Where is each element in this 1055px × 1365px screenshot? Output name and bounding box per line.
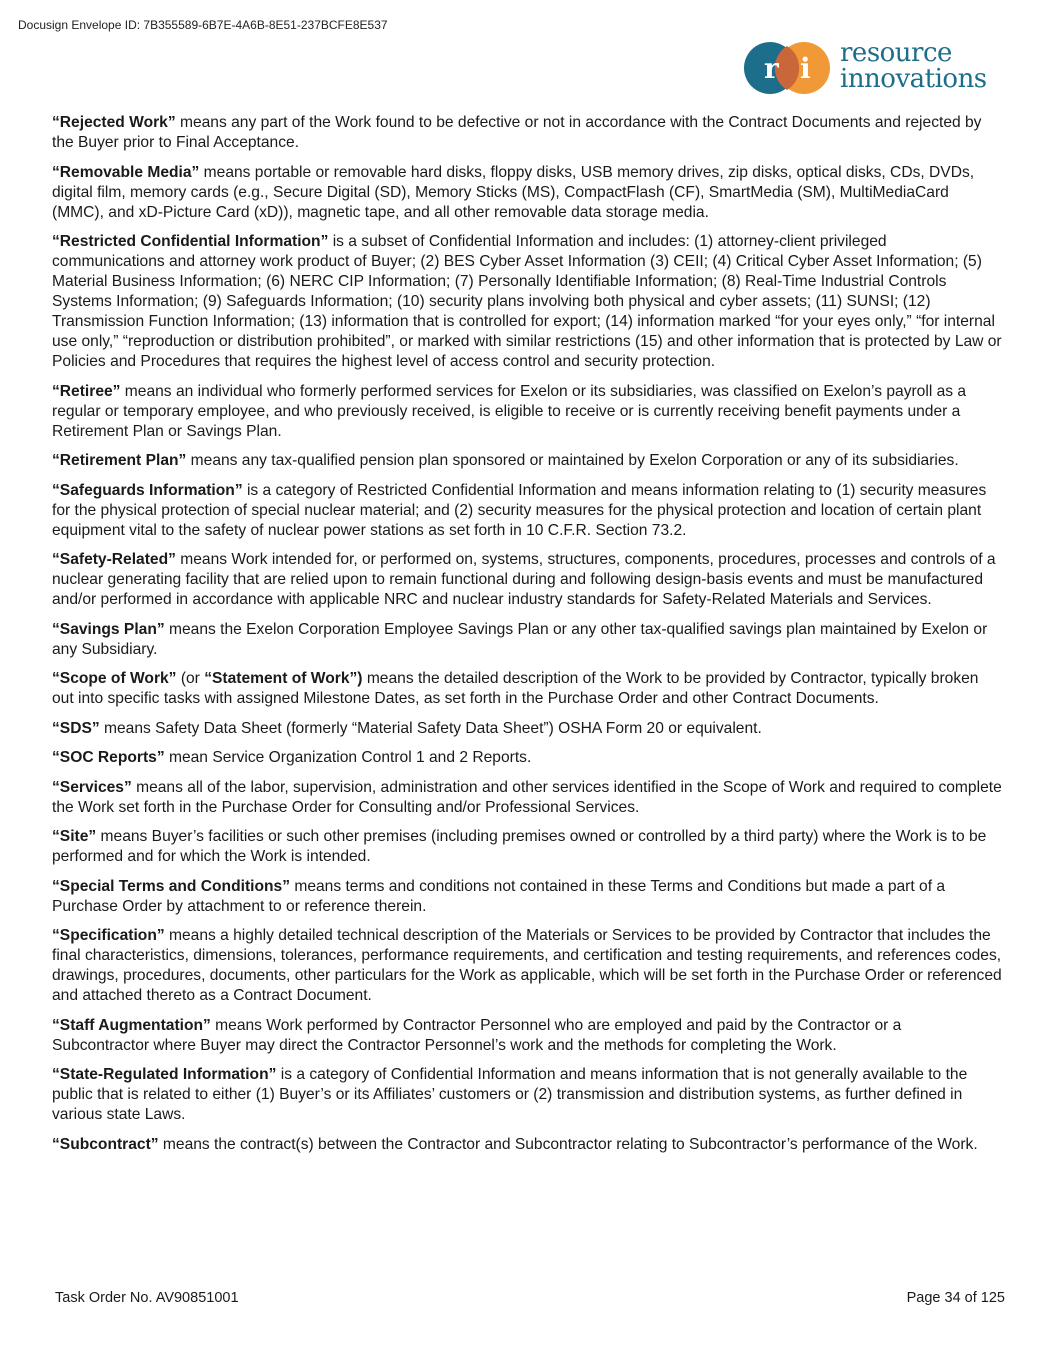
logo-mark-i: i: [800, 52, 811, 85]
definition-retirement-plan: “Retirement Plan” means any tax-qualified pension plan sponsored or maintained by Exelon Corporation or any of its subsidiaries.: [52, 452, 959, 469]
definition-specification: “Specification” means a highly detailed technical description of the Materials or Services to be provided by Contractor that includes the final characteristics, dimensions, tolerances, performance requirements, and certification and testing requirements, and references codes, drawings, procedures, documents, other particulars for the Work as applicable, which will be set forth in the Purchase Order or referenced and attached thereto as a Contract Document.: [52, 927, 1002, 1004]
definition-savings-plan: “Savings Plan” means the Exelon Corporation Employee Savings Plan or any other tax-qualified savings plan maintained by Exelon or any Subsidiary.: [52, 620, 988, 658]
page-number: Page 34 of 125: [906, 1290, 1005, 1306]
docusign-envelope-id: Docusign Envelope ID: 7B355589-6B7E-4A6B-8E51-237BCFE8E537: [18, 18, 388, 32]
definition-safety-related: “Safety-Related” means Work intended for, or performed on, systems, structures, components, procedures, processes and controls of a nuclear generating facility that are relied upon to remain functional during and following design-basis events and must be manufactured and/or performed in accordance with applicable NRC and nuclear industry standards for Safety-Related Materials and Services.: [52, 551, 996, 608]
logo-mark-r: r: [764, 52, 779, 85]
definition-restricted-confidential-information: “Restricted Confidential Information” is a subset of Confidential Information and includes: (1) attorney-client privileged communications and attorney work product of Buyer; (2) BES Cyber Asset Information (3) CEII; (4) Critical Cyber Asset Information; (5) Material Business Information; (6) NERC CIP Information; (7) Personally Identifiable Information; (8) Real-Time Industrial Controls Systems Information; (9) Safeguards Information; (10) security plans involving both physical and cyber assets; (11) SUNSI; (12) Transmission Function Information; (13) information that is controlled for export; (14) information marked “for your eyes only,” “for internal use only,” “reproduction or distribution prohibited”, or marked with similar restrictions (15) and other information that is protected by Law or Policies and Procedures that requires the highest level of access control and security protection.: [52, 233, 1002, 370]
logo-line-1: resource: [840, 38, 952, 68]
definition-soc-reports: “SOC Reports” mean Service Organization Control 1 and 2 Reports.: [52, 749, 532, 766]
definition-services: “Services” means all of the labor, supervision, administration and other services identified in the Scope of Work and required to complete the Work set forth in the Purchase Order for Consulting and/or Professional Services.: [52, 778, 1002, 816]
definition-removable-media: “Removable Media” means portable or removable hard disks, floppy disks, USB memory drives, zip disks, optical disks, CDs, DVDs, digital film, memory cards (e.g., Secure Digital (SD), Memory Sticks (MS), CompactFlash (CF), SmartMedia (SM), MultiMediaCard (MMC), and xD-Picture Card (xD)), magnetic tape, and all other removable data storage media.: [52, 163, 975, 221]
definition-scope-of-work: “Scope of Work” (or “Statement of Work”) means the detailed description of the Work to be provided by Contractor, typically broken out into specific tasks with assigned Milestone Dates, as set forth in the Purchase Order and other Contract Documents.: [52, 670, 979, 707]
definition-staff-augmentation: “Staff Augmentation” means Work performed by Contractor Personnel who are employed and paid by the Contractor or a Subcontractor where Buyer may direct the Contractor Personnel’s work and the methods for completing the Work.: [52, 1016, 902, 1054]
definition-site: “Site” means Buyer’s facilities or such other premises (including premises owned or controlled by a third party) where the Work is to be performed and for which the Work is intended.: [52, 828, 987, 865]
definition-safeguards-information: “Safeguards Information” is a category of Restricted Confidential Information and means information relating to (1) security measures for the physical protection of special nuclear material; and (2) security measures for the physical protection and location of certain plant equipment vital to the safety of nuclear power stations as set forth in 10 C.F.R. Section 73.2.: [52, 481, 987, 539]
logo-wordmark: [840, 40, 987, 92]
task-order-number: Task Order No. AV90851001: [55, 1290, 239, 1306]
definition-state-regulated-information: “State-Regulated Information” is a category of Confidential Information and means information that is not generally available to the public that is related to either (1) Buyer’s or its Affiliates’ customers or (2) transmission and distribution systems, as further defined in various state Laws.: [52, 1066, 968, 1123]
definitions-list: [52, 113, 1002, 1164]
logo-line-2: innovations: [840, 64, 987, 94]
definition-subcontract: “Subcontract” means the contract(s) between the Contractor and Subcontractor relating to Subcontractor’s performance of the Work.: [52, 1135, 978, 1153]
resource-innovations-logo: [742, 40, 1012, 96]
definition-special-terms: “Special Terms and Conditions” means terms and conditions not contained in these Terms and Conditions but made a part of a Purchase Order by attachment to or reference therein.: [52, 877, 946, 915]
definition-retiree: “Retiree” means an individual who formerly performed services for Exelon or its subsidiaries, was classified on Exelon’s payroll as a regular or temporary employee, and who previously received, is eligible to receive or is currently receiving benefit payments under a Retirement Plan or Savings Plan.: [52, 382, 967, 440]
definition-rejected-work: “Rejected Work” means any part of the Work found to be defective or not in accordance with the Contract Documents and rejected by the Buyer prior to Final Acceptance.: [52, 114, 982, 151]
definition-sds: “SDS” means Safety Data Sheet (formerly “Material Safety Data Sheet”) OSHA Form 20 or equivalent.: [52, 719, 762, 737]
logo-mark-icon: [742, 40, 834, 96]
